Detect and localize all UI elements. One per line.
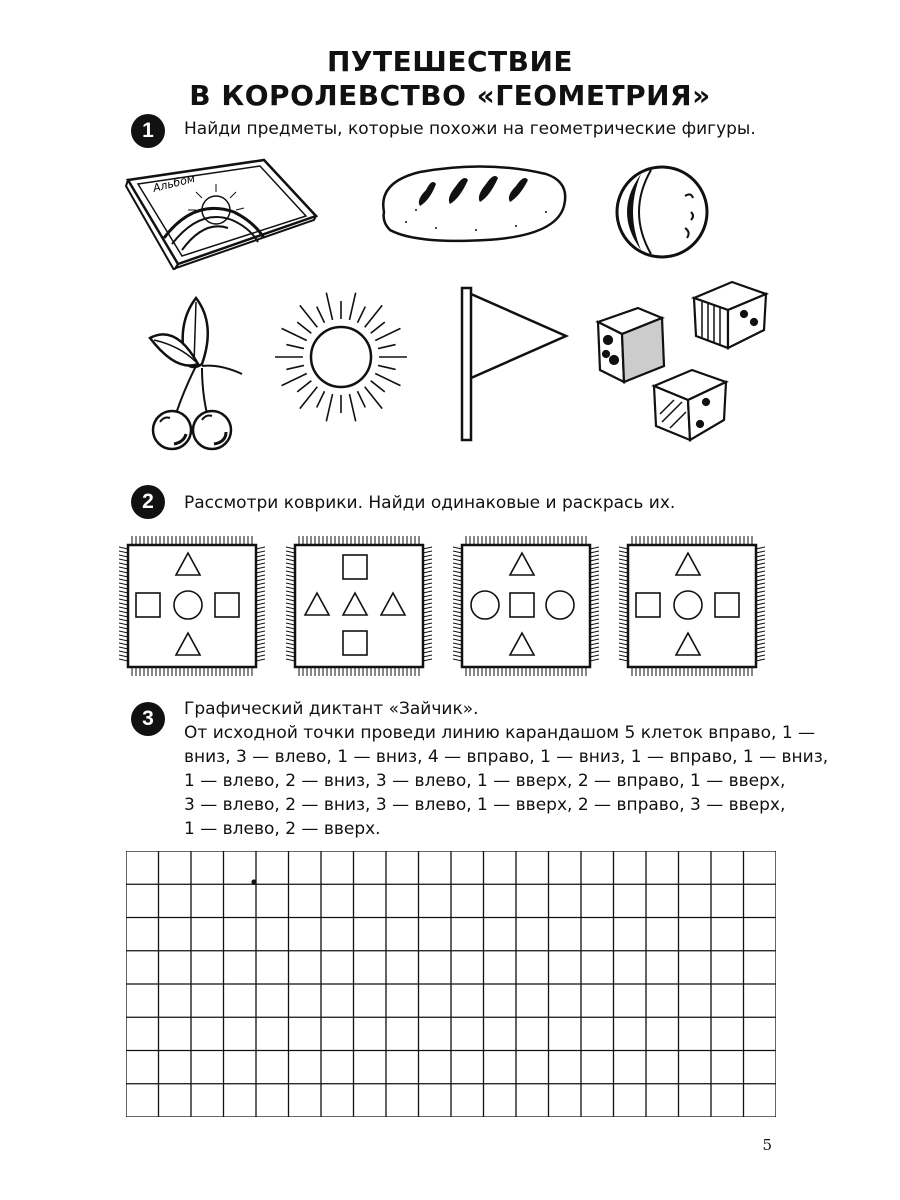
dictation-grid[interactable] <box>126 851 776 1117</box>
flag-icon <box>456 284 572 444</box>
task2-instruction: Рассмотри коврики. Найди одинаковые и раскрась их. <box>184 493 676 513</box>
bread-icon <box>376 160 572 246</box>
task3-line-3: 1 — влево, 2 — вниз, 3 — влево, 1 — вверх, 2 — вправо, 1 — вверх, <box>184 771 786 791</box>
page-title-line2: В КОРОЛЕВСТВО «ГЕОМЕТРИЯ» <box>189 79 711 112</box>
rug-1 <box>118 535 266 677</box>
dotted-cube <box>598 308 664 382</box>
task3-line-5: 1 — влево, 2 — вверх. <box>184 819 381 839</box>
page-title-line1: ПУТЕШЕСТВИЕ <box>326 45 573 78</box>
task1-instruction: Найди предметы, которые похожи на геометрические фигуры. <box>184 119 756 139</box>
task3-line-2: вниз, 3 — влево, 1 — вниз, 4 — вправо, 1 — вниз, 1 — вправо, 1 — вниз, <box>184 747 829 767</box>
task3-line-4: 3 — влево, 2 — вниз, 3 — влево, 1 — вверх, 2 — вправо, 3 — вверх, <box>184 795 786 815</box>
ball-icon <box>611 162 713 262</box>
cherries-icon <box>146 294 248 458</box>
task3-line-1: От исходной точки проведи линию карандашом 5 клеток вправо, 1 — <box>184 723 816 743</box>
rug-4 <box>618 535 766 677</box>
task1-number-badge: 1 <box>131 114 165 148</box>
task3-title: Графический диктант «Зайчик». <box>184 699 479 719</box>
task3-number-badge: 3 <box>131 702 165 736</box>
striped-cube <box>694 282 766 348</box>
task2-number-badge: 2 <box>131 485 165 519</box>
album-label: Альбом <box>151 171 197 195</box>
start-point <box>251 879 256 884</box>
sun-icon <box>270 286 412 428</box>
rug-2 <box>285 535 433 677</box>
album-icon <box>124 158 320 270</box>
open-cube <box>654 370 726 440</box>
cubes-icon <box>594 278 774 448</box>
rug-3 <box>452 535 600 677</box>
page-number: 5 <box>762 1136 772 1154</box>
